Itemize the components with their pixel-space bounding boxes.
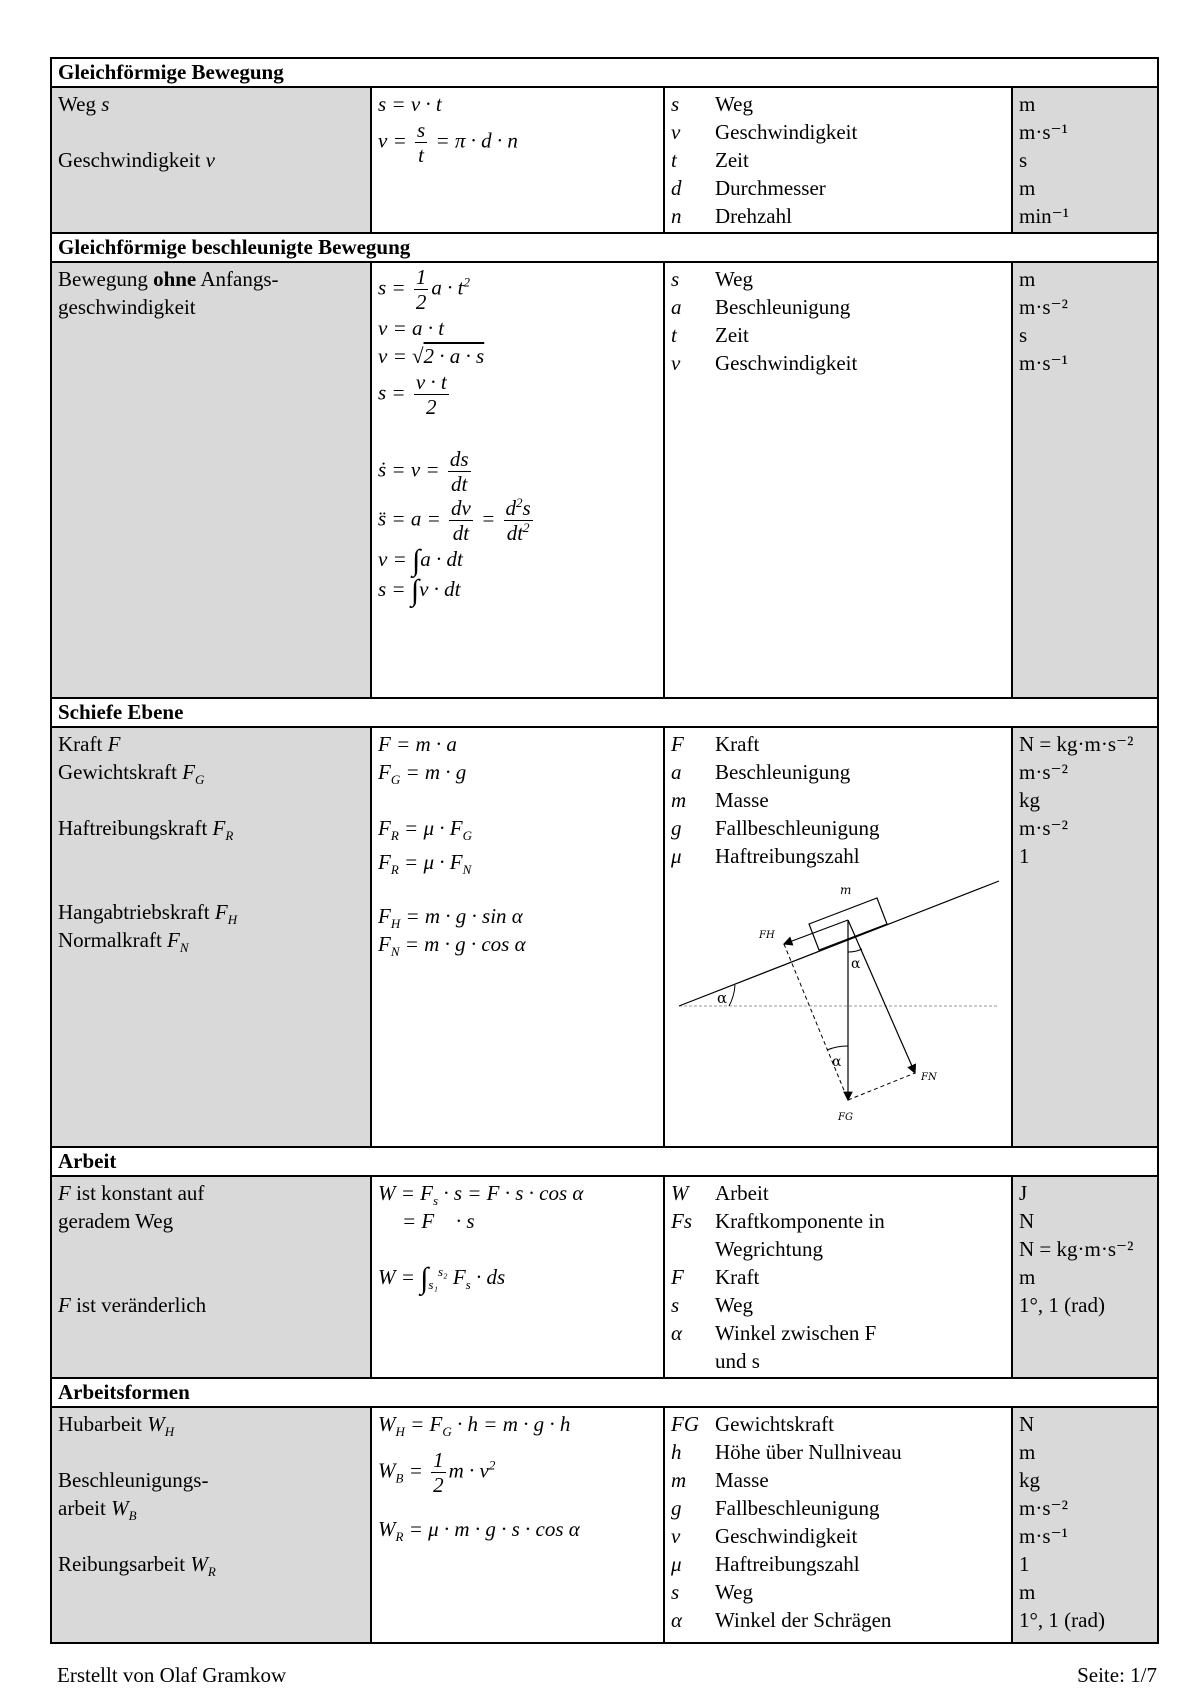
var-symbol: s xyxy=(671,1293,680,1317)
qty-symbol: F xyxy=(212,816,226,840)
var-name: Kraft xyxy=(715,732,760,756)
qty-symbol: W xyxy=(147,1412,165,1436)
var-symbol: m xyxy=(671,1468,687,1492)
var-name: Kraft xyxy=(715,1265,760,1289)
unit: 1 xyxy=(1019,1552,1030,1576)
desc-text: ist konstant auf xyxy=(76,1181,205,1205)
var-name: Zeit xyxy=(715,148,749,172)
qty-label: Weg xyxy=(58,92,96,116)
qty-symbol: F xyxy=(58,1181,71,1205)
var-name: Masse xyxy=(715,788,769,812)
variable-row xyxy=(671,293,1005,321)
var-symbol: F xyxy=(671,1265,684,1289)
var-symbol: F xyxy=(671,732,684,756)
var-name: Beschleunigung xyxy=(715,295,851,319)
formula: s = ∫v · dt xyxy=(378,574,461,607)
var-symbol: a xyxy=(671,295,682,319)
var-name: Winkel zwischen F xyxy=(715,1321,877,1345)
variables-cell xyxy=(664,1176,1012,1378)
formula-cell xyxy=(371,87,664,233)
qty-symbol: W xyxy=(190,1552,208,1576)
diagram-label-fh: FH xyxy=(759,930,775,941)
units-cell xyxy=(1012,1407,1158,1643)
unit: 1°, 1 (rad) xyxy=(1019,1293,1105,1317)
qty-symbol: F xyxy=(107,732,121,756)
desc-text: Anfangs- xyxy=(200,267,279,291)
variable-row xyxy=(671,1438,1005,1466)
variable-row xyxy=(671,349,1005,377)
inclined-plane-diagram xyxy=(669,876,1009,1146)
var-name: Durchmesser xyxy=(715,176,826,200)
variable-row xyxy=(671,1347,1005,1375)
var-name: Beschleunigung xyxy=(715,760,851,784)
qty-symbol: F xyxy=(214,900,228,924)
var-name: Geschwindigkeit xyxy=(715,120,858,144)
unit: m xyxy=(1019,1580,1036,1604)
formula: $W = \int_{s_1}^{s_2}$ $F_s$ · ds xyxy=(378,1262,506,1295)
formula: F = m · a xyxy=(378,732,457,756)
variable-row xyxy=(671,1494,1005,1522)
quantity-cell xyxy=(51,87,371,233)
unit: kg xyxy=(1019,1468,1040,1492)
diagram-label-alpha: α xyxy=(832,1054,842,1070)
variable-row xyxy=(671,202,1005,230)
var-name: Gewichtskraft xyxy=(715,1412,834,1436)
formula: v = ∫a · dt xyxy=(378,544,463,577)
variable-row xyxy=(671,1550,1005,1578)
var-name: Haftreibungszahl xyxy=(715,844,860,868)
variables-cell xyxy=(664,87,1012,233)
var-symbol: α xyxy=(671,1608,683,1632)
var-symbol: m xyxy=(671,788,687,812)
quantity-cell xyxy=(51,1176,371,1378)
desc-text: geradem Weg xyxy=(58,1209,174,1233)
var-name: Wegrichtung xyxy=(715,1237,823,1261)
var-symbol: s xyxy=(671,92,680,116)
diagram-label-alpha: α xyxy=(851,956,861,972)
var-symbol: W xyxy=(671,1181,689,1205)
var-name: Weg xyxy=(715,92,753,116)
desc-text: geschwindigkeit xyxy=(58,295,196,319)
var-symbol: g xyxy=(671,1496,682,1520)
formula: ṡ = v = $\frac{ds}{dt}$ xyxy=(378,447,469,496)
variables-cell xyxy=(664,262,1012,698)
formula-cell xyxy=(371,727,664,1147)
unit: m xyxy=(1019,92,1036,116)
variable-row xyxy=(671,814,1005,842)
unit: m·s⁻¹ xyxy=(1019,351,1068,375)
variable-row xyxy=(671,174,1005,202)
formula: $F_N = m \cdot g \cdot \cos \alpha$ xyxy=(378,932,526,960)
page-footer xyxy=(57,1663,1157,1688)
section-title-work: Arbeit xyxy=(51,1147,1158,1176)
var-symbol: FG xyxy=(671,1412,699,1436)
qty-label: Hangabtriebskraft xyxy=(58,900,210,924)
formula: v = a · t xyxy=(378,316,445,340)
var-symbol: v xyxy=(671,1524,681,1548)
var-name: Masse xyxy=(715,1468,769,1492)
footer-author: Erstellt von Olaf Gramkow xyxy=(57,1663,287,1687)
unit: s xyxy=(1019,323,1028,347)
desc-text: Bewegung xyxy=(58,267,148,291)
unit: N = kg·m·s⁻² xyxy=(1019,732,1134,756)
formula: v = √2 · a · s xyxy=(378,344,485,368)
unit: m xyxy=(1019,1440,1036,1464)
formula-cell xyxy=(371,1176,664,1378)
var-symbol: d xyxy=(671,176,682,200)
variable-row xyxy=(671,118,1005,146)
variable-row xyxy=(671,1291,1005,1319)
qty-label: Hubarbeit xyxy=(58,1412,142,1436)
unit: m·s⁻² xyxy=(1019,816,1068,840)
formula: $W = F_s \cdot s = F \cdot s \cdot \cos \alpha$ xyxy=(378,1181,584,1209)
var-name: Haftreibungszahl xyxy=(715,1552,860,1576)
variable-row xyxy=(671,786,1005,814)
qty-label: Geschwindigkeit xyxy=(58,148,201,172)
unit: N xyxy=(1019,1209,1035,1233)
formula: v = $\frac{s}{t}$ = π · d · n xyxy=(378,118,518,167)
var-name: Weg xyxy=(715,267,753,291)
var-name: und s xyxy=(715,1349,760,1373)
qty-label: arbeit xyxy=(58,1496,106,1520)
unit: m xyxy=(1019,267,1036,291)
var-symbol: α xyxy=(671,1321,683,1345)
variable-row xyxy=(671,842,1005,870)
unit: m·s⁻¹ xyxy=(1019,120,1068,144)
variable-row xyxy=(671,1235,1005,1263)
section-title-accelerated-motion: Gleichförmige beschleunigte Bewegung xyxy=(51,233,1158,262)
variables-cell xyxy=(664,727,1012,1147)
unit: 1°, 1 (rad) xyxy=(1019,1608,1105,1632)
qty-label: Kraft xyxy=(58,732,103,756)
desc-text: ist veränderlich xyxy=(76,1293,207,1317)
footer-page-number: Seite: 1/7 xyxy=(1077,1663,1157,1687)
var-name: Geschwindigkeit xyxy=(715,1524,858,1548)
var-name: Weg xyxy=(715,1293,753,1317)
variable-row xyxy=(671,265,1005,293)
qty-label: Haftreibungskraft xyxy=(58,816,208,840)
formula: $W_B$ = $\frac{1}{2}$ $m \cdot v^2$ xyxy=(378,1448,496,1497)
unit: N xyxy=(1019,1412,1035,1436)
var-symbol: s xyxy=(671,267,680,291)
variables-cell xyxy=(664,1407,1012,1643)
var-symbol: v xyxy=(671,351,681,375)
var-symbol: t xyxy=(671,323,677,347)
var-symbol: a xyxy=(671,760,682,784)
formula: s̈ = a = $\frac{dv}{dt}$ = $\frac{d^2s}{dt^2}$ xyxy=(378,495,531,545)
var-symbol: μ xyxy=(671,844,682,868)
var-symbol: s xyxy=(671,1580,680,1604)
var-name: Drehzahl xyxy=(715,204,792,228)
qty-symbol: F xyxy=(167,928,180,952)
variable-row xyxy=(671,1466,1005,1494)
qty-label: Beschleunigungs- xyxy=(58,1468,209,1492)
units-cell xyxy=(1012,87,1158,233)
units-cell xyxy=(1012,727,1158,1147)
formula: $F_R = \mu \cdot F_G$ xyxy=(378,816,472,844)
formula-table xyxy=(50,57,1159,1644)
formula: s = v · t xyxy=(378,92,442,116)
var-symbol: μ xyxy=(671,1552,682,1576)
variable-row xyxy=(671,1522,1005,1550)
qty-symbol: W xyxy=(111,1496,129,1520)
variable-row xyxy=(671,1578,1005,1606)
formula: s = $\frac{1}{2}$ $a \cdot t^2$ xyxy=(378,265,470,314)
variable-row xyxy=(671,1263,1005,1291)
quantity-cell: Kraft F Gewichtskraft $F_G$ Haftreibungskraft $F_R$ Hangabtriebskraft $F_H$ Normalkraft $F_N$ xyxy=(51,727,371,1147)
unit: m xyxy=(1019,176,1036,200)
var-name: Winkel der Schrägen xyxy=(715,1608,892,1632)
var-name: Zeit xyxy=(715,323,749,347)
qty-label: Normalkraft xyxy=(58,928,162,952)
qty-symbol: v xyxy=(205,148,215,172)
diagram-label-alpha: α xyxy=(717,989,728,1007)
qty-symbol: F xyxy=(58,1293,71,1317)
var-name: Höhe über Nullniveau xyxy=(715,1440,902,1464)
unit: m·s⁻² xyxy=(1019,295,1068,319)
quantity-cell xyxy=(51,262,371,698)
formula-sheet xyxy=(50,57,1157,1644)
variable-row xyxy=(671,758,1005,786)
diagram-label-mass: m xyxy=(840,883,852,897)
var-name: Fallbeschleunigung xyxy=(715,816,880,840)
formula: $W_R = \mu \cdot m \cdot g \cdot s \cdot \cos \alpha$ xyxy=(378,1517,580,1545)
variable-row xyxy=(671,90,1005,118)
variable-row xyxy=(671,321,1005,349)
unit: m·s⁻² xyxy=(1019,1496,1068,1520)
unit: J xyxy=(1019,1181,1028,1205)
desc-bold: ohne xyxy=(153,267,197,291)
formula: $W_H = F_G \cdot h = m \cdot g \cdot h$ xyxy=(378,1412,571,1440)
section-title-uniform-motion: Gleichförmige Bewegung xyxy=(51,58,1158,87)
var-symbol: t xyxy=(671,148,677,172)
variable-row xyxy=(671,730,1005,758)
formula: = F⃗ · s⃗ xyxy=(402,1209,491,1233)
variable-row xyxy=(671,1207,1005,1235)
var-name: Kraftkomponente in xyxy=(715,1209,885,1233)
unit: 1 xyxy=(1019,844,1030,868)
var-name: Geschwindigkeit xyxy=(715,351,858,375)
qty-symbol: F xyxy=(182,760,196,784)
unit: kg xyxy=(1019,788,1040,812)
formula: $F_R = \mu \cdot F_N$ xyxy=(378,850,472,878)
formula: $F_G = m \cdot g$ xyxy=(378,760,467,788)
formula: s = $\frac{v \cdot t}{2}$ xyxy=(378,370,447,419)
variable-row xyxy=(671,1319,1005,1347)
section-title-inclined-plane: Schiefe Ebene xyxy=(51,698,1158,727)
unit: s xyxy=(1019,148,1028,172)
qty-label: Gewichtskraft xyxy=(58,760,177,784)
var-name: Fallbeschleunigung xyxy=(715,1496,880,1520)
formula-cell xyxy=(371,262,664,698)
var-symbol: h xyxy=(671,1440,682,1464)
units-cell xyxy=(1012,262,1158,698)
variable-row xyxy=(671,1606,1005,1634)
diagram-label-fn: FN xyxy=(921,1072,937,1083)
formula: $F_H = m \cdot g \cdot \sin \alpha$ xyxy=(378,904,523,932)
unit: m·s⁻¹ xyxy=(1019,1524,1068,1548)
unit: N = kg·m·s⁻² xyxy=(1019,1237,1134,1261)
var-symbol: n xyxy=(671,204,682,228)
section-title-work-forms: Arbeitsformen xyxy=(51,1378,1158,1407)
variable-row xyxy=(671,146,1005,174)
formula-cell xyxy=(371,1407,664,1643)
var-symbol: Fs xyxy=(671,1209,692,1233)
var-name: Arbeit xyxy=(715,1181,769,1205)
units-cell xyxy=(1012,1176,1158,1378)
unit: m·s⁻² xyxy=(1019,760,1068,784)
variable-row xyxy=(671,1410,1005,1438)
unit: min⁻¹ xyxy=(1019,204,1070,228)
unit: m xyxy=(1019,1265,1036,1289)
quantity-cell: Hubarbeit $W_H$ Beschleunigungs- arbeit $W_B$ Reibungsarbeit $W_R$ xyxy=(51,1407,371,1643)
var-name: Weg xyxy=(715,1580,753,1604)
qty-symbol: s xyxy=(101,92,110,116)
var-symbol: g xyxy=(671,816,682,840)
qty-label: Reibungsarbeit xyxy=(58,1552,186,1576)
variable-row xyxy=(671,1179,1005,1207)
diagram-label-fg: FG xyxy=(838,1112,853,1123)
var-symbol: v xyxy=(671,120,681,144)
